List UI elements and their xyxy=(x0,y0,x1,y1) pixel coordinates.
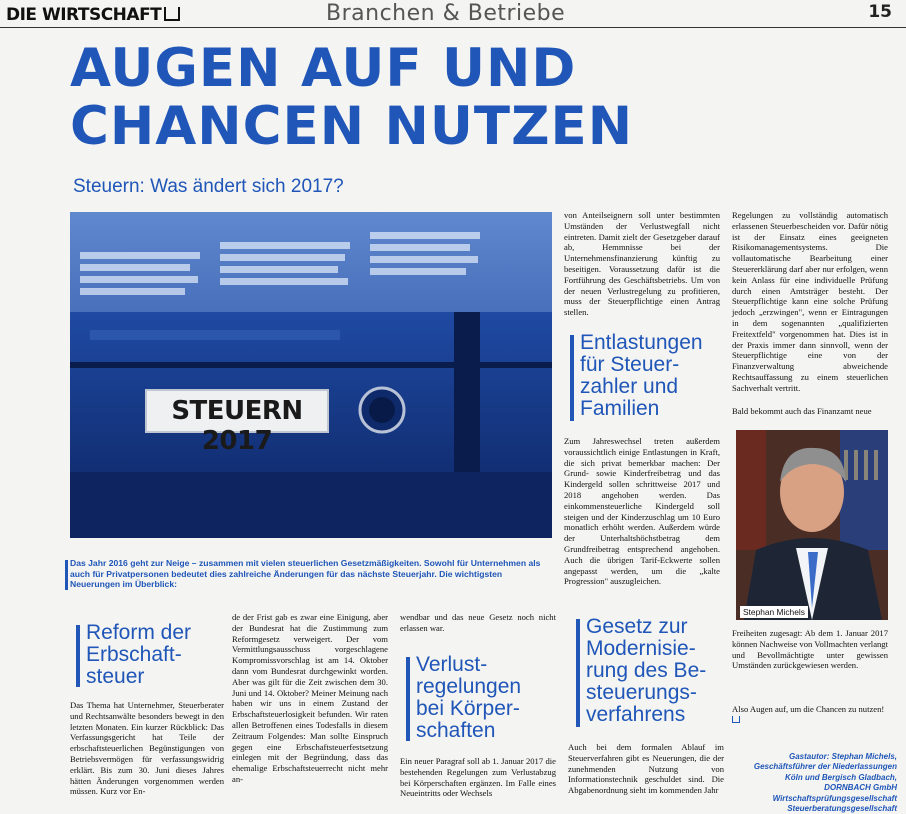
col3-top-text: von Anteilseignern soll unter bestimmten Umständen der Verlustwegfall nicht eintreten. Damit zielt der Gesetzgeber darauf ab, Hemmnisse bei der Unternehmensfinanzierung künftig zu beseitigen. Voraussetzung dafür ist die Fortführung des Geschäftsbetriebs. Um von der neuen Verlustregelung zu profitieren, muss der Steuerpflichtige einen Antrag stellen. xyxy=(564,210,720,318)
heading-bar xyxy=(576,619,580,727)
closing-text: Also Augen auf, um die Chancen zu nutzen! xyxy=(732,704,885,714)
photo-label: STEUERN 2017 xyxy=(171,396,303,456)
heading-line: Erbschaft- xyxy=(86,643,182,666)
section-title: Branchen & Betriebe xyxy=(326,1,566,26)
heading-line: rung des Be- xyxy=(586,659,707,682)
col4-top-text: Regelungen zu vollständig automatisch erlassenen Steuerbescheiden vor. Dafür nötig ist der Einsatz eines geeigneten Risikomanagementsystems. Die vollautomatische Bearbeitung einer Steuererklärung darf aber nur erfolgen, wenn kein Anlass für eine individuelle Prüfung durch einen Amtsträger besteht. Der Steuerpflichtige kann eine solche Prüfung jedoch „erzwingen", wenn er Eintragungen in dem sogenannten „qualifizierten Freitextfeld" vorgenommen hat. Dies ist in der Praxis immer dann sinnvoll, wenn der Steuerpflichtige eine von der Finanzverwaltung abweichende Rechtsauffassung zu einem steuerlichen Sachverhalt vertritt. xyxy=(732,210,888,393)
headline-line-1: AUGEN AUF UND xyxy=(70,38,577,99)
end-mark-icon xyxy=(732,716,740,723)
col4-bottom-text: Freiheiten zugesagt: Ab dem 1. Januar 2017 können Nachweise von Vollmachten verlangt und Bevollmächtigte unter gewissen Umständen zurückgewiesen werden. xyxy=(732,628,888,671)
author-credit xyxy=(732,752,897,814)
portrait-caption: Stephan Michels xyxy=(740,606,808,618)
heading-line: verfahrens xyxy=(586,703,686,726)
author-line: Steuerberatungsgesellschaft xyxy=(787,804,897,814)
heading-line: bei Körper- xyxy=(416,697,520,720)
heading-line: Reform der xyxy=(86,621,192,644)
heading-line: zahler und xyxy=(580,375,679,398)
col3-mid-text: Zum Jahreswechsel treten außerdem voraussichtlich einige Entlastungen in Kraft, die sich privat bemerkbar machen: Der Grund- sowie Kinderfreibetrag und das Kindergeld sollen schrittweise 2017 und 2018 angehoben werden. Das einkommensteuerliche Kindergeld soll steigen und der Kinderzuschlag um 10 Euro monatlich erhöht werden. Außerdem würde der Unterhaltshöchstbetrag dem Grundfreibetrag entsprechend angehoben. Auch die übrigen Tarif-Eckwerte sollen angepasst werden, um die „kalte Progression" auszugleichen. xyxy=(564,436,720,587)
heading-line: Gesetz zur xyxy=(586,615,688,638)
heading-line: regelungen xyxy=(416,675,522,698)
portrait-illustration xyxy=(736,430,888,620)
masthead-text: DIE WIRTSCHAFT xyxy=(6,5,162,25)
col2-bottom-text: de der Frist gab es zwar eine Einigung, aber der Bundesrat hat die Zustimmung zum Reformgesetz verweigert. Der vom Vermittlungsausschuss vorgeschlagene Kompromissvorschlag ist am 14. Oktober dann vom Bundesrat durchgewinkt worden. Aber was gilt für die Zeit zwischen dem 30. Juni und 14. Oktober? Meiner Meinung nach haben wir uns in einem Zustand der Erbschaftsteuerlosigkeit befunden. Wir raten allen Betroffenen eines Todesfalls in diesem Zeitraum Folgendes: Man sollte Einspruch gegen eine Erbschaftsteuerfestsetzung einlegen mit der Begründung, dass das ehemalige Erbschaftsteuerrecht nicht mehr an- xyxy=(232,612,388,784)
author-line: Geschäftsführer der Niederlassungen xyxy=(753,762,897,772)
binder-illustration xyxy=(70,212,552,538)
caption-text: Das Jahr 2016 geht zur Neige – zusammen mit vielen steuerlichen Gesetzmäßigkeiten. Sowohl für Unternehmen als auch für Privatpersonen bedeutet dies zahlreiche Änderungen für das nächste Steuerjahr. Die wichtigsten Neuerungen im Überblick: xyxy=(70,558,541,589)
subheadline: Steuern: Was ändert sich 2017? xyxy=(73,176,344,197)
col3b-bottom-text: Auch bei dem formalen Ablauf im Steuerverfahren gibt es Neuerungen, die der zunehmenden Nutzung von Informationstechnik geschuldet sind. Die Abgabenordnung sieht im kommenden Jahr xyxy=(568,742,724,796)
caption-bar xyxy=(65,560,68,590)
heading-line: Modernisie- xyxy=(586,637,696,660)
col3a-top-text: wendbar und das neue Gesetz noch nicht erlassen war. xyxy=(400,612,556,633)
col4-top-last-line: Bald bekommt auch das Finanzamt neue xyxy=(732,406,872,416)
col1-bottom-text: Das Thema hat Unternehmer, Steuerberater und Rechtsanwälte besonders bewegt in den letzten Monaten. Ein kurzer Rückblick: Das Verfassungsgericht hat Teile der erbschaftsteuerlichen Begünstigungen von Betriebsvermögen für verfassungswidrig erklärt. Bis zum 30. Juni dieses Jahres hätten Änderungen vorgenommen werden müssen. Kurz vor En- xyxy=(70,700,224,797)
col3a-bottom-text: Ein neuer Paragraf soll ab 1. Januar 2017 die bestehenden Regelungen zum Verlustabzug bei Körperschaften ergänzen. Im Falle eines Neueintritts oder Wechsels xyxy=(400,756,556,799)
photo-caption xyxy=(70,558,552,590)
heading-line: für Steuer- xyxy=(580,353,680,376)
masthead-logo-icon xyxy=(164,7,180,21)
page-number: 15 xyxy=(868,2,892,22)
heading-erbschaftsteuer xyxy=(86,622,206,688)
heading-line: Familien xyxy=(580,397,660,420)
heading-bar xyxy=(406,657,410,741)
author-line: Wirtschaftsprüfungsgesellschaft xyxy=(772,793,897,803)
heading-bar xyxy=(570,335,574,421)
heading-entlastungen xyxy=(580,332,730,420)
headline xyxy=(70,40,870,156)
heading-line: steuerungs- xyxy=(586,681,697,704)
author-line: DORNBACH GmbH xyxy=(824,783,897,793)
heading-line: schaften xyxy=(416,719,496,742)
heading-line: Verlust- xyxy=(416,653,488,676)
heading-bar xyxy=(76,625,80,687)
heading-line: steuer xyxy=(86,665,145,688)
author-portrait xyxy=(736,430,888,620)
heading-verlustregelungen xyxy=(416,654,556,742)
author-line: Gastautor: Stephan Michels, xyxy=(788,752,897,761)
header-rule xyxy=(0,27,906,28)
author-line: Köln und Bergisch Gladbach, xyxy=(784,772,897,782)
masthead xyxy=(6,5,180,25)
binder-photo xyxy=(70,212,552,538)
headline-line-2: CHANCEN NUTZEN xyxy=(70,96,634,157)
heading-line: Entlastungen xyxy=(580,331,703,354)
heading-modernisierung xyxy=(586,616,726,726)
col4-closing xyxy=(732,704,892,726)
